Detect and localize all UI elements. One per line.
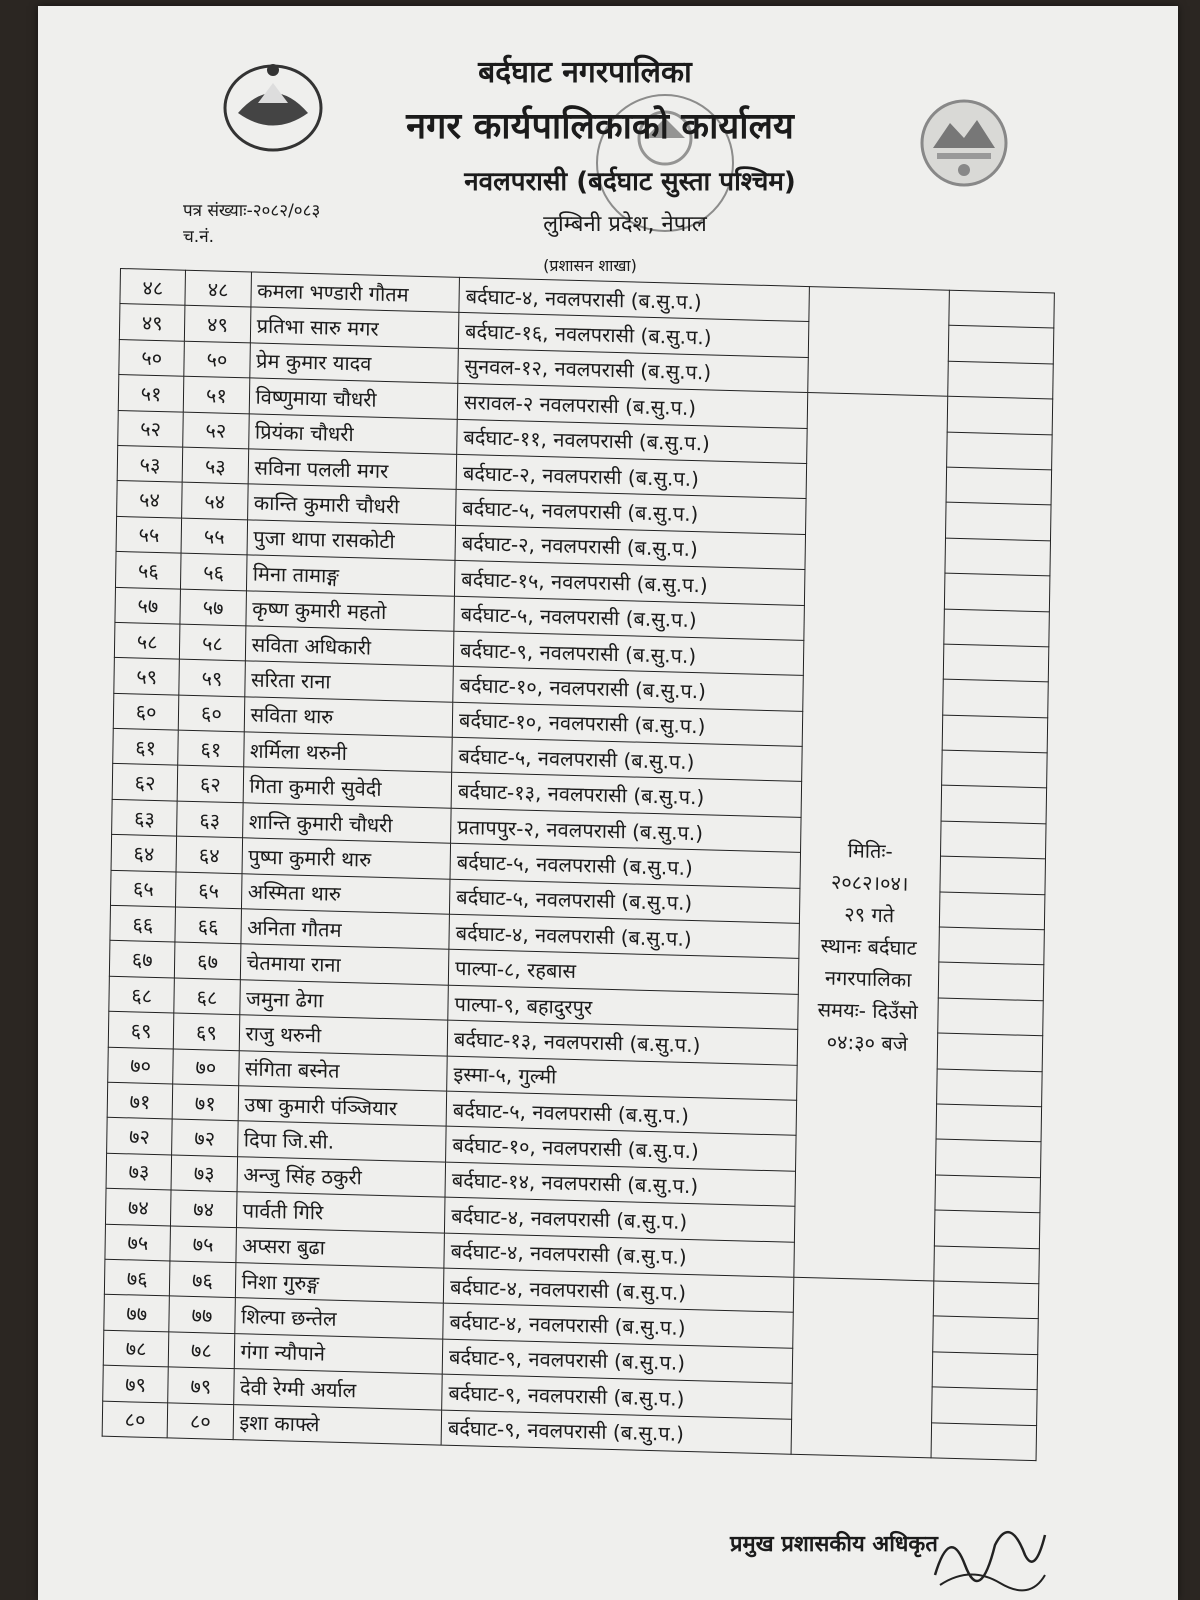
exam-info-venue-value: नगरपालिका [824, 965, 912, 992]
candidate-name-cell: अनिता गौतम [240, 909, 449, 950]
serial-number-cell: ५९ [114, 658, 180, 695]
letter-number: पत्र संख्याः-२०८२/०८३ [183, 201, 321, 221]
candidate-name-cell: कमला भण्डारी गौतम [250, 272, 459, 313]
serial-number-cell: ७३ [106, 1153, 172, 1190]
roll-number-cell: ५७ [180, 589, 246, 626]
candidate-address-cell: बर्दघाट-५, नवलपरासी (ब.सु.प.) [456, 490, 806, 535]
signature-cell [946, 467, 1052, 505]
candidate-name-cell: जमुना ढेगा [239, 980, 448, 1021]
signature-cell [942, 715, 1048, 753]
candidate-address-cell: बर्दघाट-१६, नवलपरासी (ब.सु.प.) [458, 313, 808, 358]
serial-number-cell: ७१ [107, 1082, 173, 1119]
exam-info-date-label: मितिः- [847, 838, 893, 864]
roll-number-cell: ४८ [185, 270, 251, 307]
exam-info-cell [793, 393, 947, 1281]
roll-number-cell: ६२ [177, 766, 243, 803]
serial-number-cell: ५४ [117, 481, 183, 518]
candidate-address-cell: बर्दघाट-१३, नवलपरासी (ब.सु.प.) [451, 773, 801, 818]
candidate-name-cell: अस्मिता थारु [241, 873, 450, 914]
serial-number-cell: ५७ [115, 587, 181, 624]
signature [930, 1505, 1050, 1595]
district-name: नवलपरासी (बर्दघाट सुस्ता पश्चिम) [464, 167, 796, 197]
candidate-name-cell: कान्ति कुमारी चौधरी [247, 484, 456, 525]
section-name: (प्रशासन शाखा) [543, 256, 637, 275]
serial-number-cell: ६८ [109, 976, 175, 1013]
signature-cell [944, 573, 1050, 611]
signature-cell [942, 679, 1048, 717]
roll-number-cell: ८० [167, 1402, 233, 1439]
serial-number-cell: ७४ [105, 1188, 171, 1225]
serial-number-cell: ७९ [103, 1365, 169, 1402]
remarks-cell-top [807, 287, 949, 397]
candidate-address-cell: प्रतापपुर-२, नवलपरासी (ब.सु.प.) [451, 808, 801, 853]
signature-cell [947, 396, 1053, 434]
candidate-address-cell: बर्दघाट-५, नवलपरासी (ब.सु.प.) [446, 1091, 796, 1136]
signature-cell [931, 1387, 1037, 1425]
roll-number-cell: ६० [179, 695, 245, 732]
roll-number-cell: ७१ [172, 1084, 238, 1121]
roll-number-cell: ५० [184, 341, 250, 378]
roll-number-cell: ७० [173, 1049, 239, 1086]
signature-cell [945, 538, 1051, 576]
roll-number-cell: ७७ [169, 1296, 235, 1333]
signature-cell [937, 998, 1043, 1036]
serial-number-cell: ४९ [119, 304, 185, 341]
exam-info-time-label: समयः- दिउँसो [817, 997, 918, 1025]
signature-cell [945, 502, 1051, 540]
signature-cell [932, 1316, 1038, 1354]
candidate-name-cell: कृष्ण कुमारी महतो [245, 590, 454, 631]
signature-cell [938, 962, 1044, 1000]
serial-number-cell: ६२ [112, 764, 178, 801]
candidate-address-cell: पाल्पा-८, रहबास [448, 950, 798, 995]
candidate-address-cell: बर्दघाट-४, नवलपरासी (ब.सु.प.) [444, 1197, 794, 1242]
roll-number-cell: ७९ [168, 1367, 234, 1404]
candidate-address-cell: बर्दघाट-५, नवलपरासी (ब.सु.प.) [449, 879, 799, 924]
signature-cell [933, 1281, 1039, 1319]
signature-cell [935, 1139, 1041, 1177]
roll-number-cell: ५२ [183, 412, 249, 449]
signature-cell [937, 1033, 1043, 1071]
candidate-name-cell: चेतमाया राना [240, 944, 449, 985]
candidate-address-cell: पाल्पा-९, बहादुरपुर [448, 985, 798, 1030]
candidate-address-cell: बर्दघाट-५, नवलपरासी (ब.सु.प.) [454, 596, 804, 641]
signature-cell [936, 1069, 1042, 1107]
exam-info-venue-label: स्थानः बर्दघाट [820, 933, 917, 960]
roll-number-cell: ५८ [180, 624, 246, 661]
candidate-address-cell: बर्दघाट-९, नवलपरासी (ब.सु.प.) [442, 1339, 792, 1384]
municipality-name: बर्दघाट नगरपालिका [478, 55, 692, 90]
serial-number-cell: ६९ [108, 1012, 174, 1049]
candidate-address-cell: बर्दघाट-१०, नवलपरासी (ब.सु.प.) [446, 1127, 796, 1172]
candidate-name-cell: शर्मिला थरुनी [243, 732, 452, 773]
candidate-address-cell: बर्दघाट-९, नवलपरासी (ब.सु.प.) [442, 1374, 792, 1419]
roll-number-cell: ५६ [181, 553, 247, 590]
remarks-cell-bottom [791, 1277, 934, 1458]
serial-number-cell: ७२ [107, 1118, 173, 1155]
roll-number-cell: ७३ [171, 1155, 237, 1192]
signature-cell [940, 821, 1046, 859]
serial-number-cell: ५५ [116, 516, 182, 553]
roll-number-cell: ५५ [181, 518, 247, 555]
candidate-address-cell: बर्दघाट-११, नवलपरासी (ब.सु.प.) [457, 419, 807, 464]
candidate-address-cell: बर्दघाट-५, नवलपरासी (ब.सु.प.) [450, 843, 800, 888]
candidate-name-cell: देवी रेग्मी अर्याल [233, 1369, 442, 1410]
serial-number-cell: ५८ [114, 622, 180, 659]
exam-info-time-value: ०४:३० बजे [826, 1029, 908, 1056]
candidate-name-cell: प्रेम कुमार यादव [249, 343, 458, 384]
candidate-address-cell: बर्दघाट-१५, नवलपरासी (ब.सु.प.) [454, 560, 804, 605]
signature-cell [938, 927, 1044, 965]
office-name: नगर कार्यपालिकाको कार्यालय [406, 106, 794, 147]
roll-number-cell: ६८ [174, 978, 240, 1015]
candidate-name-cell: पुजा थापा रासकोटी [247, 520, 456, 561]
roll-number-cell: ६७ [175, 942, 241, 979]
candidate-address-cell: बर्दघाट-४, नवलपरासी (ब.सु.प.) [459, 277, 809, 322]
roll-number-cell: ६६ [175, 907, 241, 944]
candidate-table [102, 268, 1055, 1461]
candidate-address-cell: बर्दघाट-२, नवलपरासी (ब.सु.प.) [455, 525, 805, 570]
province-name: लुम्बिनी प्रदेश, नेपाल [543, 212, 707, 237]
signature-cell [931, 1422, 1037, 1460]
signature-cell [939, 892, 1045, 930]
signature-cell [948, 326, 1054, 364]
serial-number-cell: ५२ [118, 410, 184, 447]
roll-number-cell: ७५ [170, 1225, 236, 1262]
roll-number-cell: ७४ [171, 1190, 237, 1227]
signature-cell [934, 1210, 1040, 1248]
serial-number-cell: ६७ [109, 941, 175, 978]
roll-number-cell: ७२ [172, 1119, 238, 1156]
serial-number-cell: ६३ [112, 799, 178, 836]
signature-cell [932, 1352, 1038, 1390]
serial-number-cell: ५६ [115, 552, 181, 589]
serial-number-cell: ६५ [110, 870, 176, 907]
signature-cell [935, 1175, 1041, 1213]
signature-cell [943, 644, 1049, 682]
candidate-name-cell: इशा काफ्ले [233, 1404, 442, 1445]
candidate-address-cell: बर्दघाट-४, नवलपरासी (ब.सु.प.) [449, 914, 799, 959]
candidate-name-cell: उषा कुमारी पंञ्जियार [238, 1086, 447, 1127]
exam-info-date-value: २०८२।०४। [830, 869, 909, 896]
candidate-name-cell: सविना पलली मगर [248, 449, 457, 490]
signature-cell [933, 1245, 1039, 1283]
roll-number-cell: ६४ [176, 836, 242, 873]
candidate-name-cell: अप्सरा बुढा [235, 1227, 444, 1268]
candidate-address-cell: बर्दघाट-४, नवलपरासी (ब.सु.प.) [443, 1268, 793, 1313]
candidate-name-cell: विष्णुमाया चौधरी [249, 378, 458, 419]
signature-cell [947, 361, 1053, 399]
signature-cell [949, 290, 1055, 328]
exam-info-date-day: २९ गते [844, 902, 895, 928]
serial-number-cell: ५० [119, 339, 185, 376]
candidate-address-cell: बर्दघाट-१०, नवलपरासी (ब.सु.प.) [452, 702, 802, 747]
serial-number-cell: ५१ [118, 375, 184, 412]
candidate-address-cell: बर्दघाट-९, नवलपरासी (ब.सु.प.) [453, 631, 803, 676]
candidate-name-cell: संगिता बस्नेत [238, 1050, 447, 1091]
candidate-name-cell: प्रियंका चौधरी [248, 413, 457, 454]
roll-number-cell: ५१ [184, 376, 250, 413]
roll-number-cell: ५९ [179, 659, 245, 696]
serial-number-cell: ८० [102, 1401, 168, 1438]
roll-number-cell: ६९ [174, 1013, 240, 1050]
signature-cell [940, 856, 1046, 894]
candidate-name-cell: शिल्पा छन्तेल [234, 1298, 443, 1339]
serial-number-cell: ६१ [113, 728, 179, 765]
candidate-address-cell: बर्दघाट-१४, नवलपरासी (ब.सु.प.) [445, 1162, 795, 1207]
signature-cell [941, 786, 1047, 824]
serial-number-cell: ७७ [104, 1295, 170, 1332]
serial-number-cell: ६४ [111, 835, 177, 872]
serial-number-cell: ७८ [103, 1330, 169, 1367]
signature-cell [946, 432, 1052, 470]
candidate-name-cell: पुष्पा कुमारी थारु [242, 838, 451, 879]
signature-cell [944, 609, 1050, 647]
candidate-address-cell: बर्दघाट-१०, नवलपरासी (ब.सु.प.) [453, 667, 803, 712]
candidate-address-cell: बर्दघाट-९, नवलपरासी (ब.सु.प.) [441, 1410, 791, 1455]
candidate-name-cell: राजु थरुनी [239, 1015, 448, 1056]
candidate-name-cell: दिपा जि.सी. [237, 1121, 446, 1162]
candidate-name-cell: पार्वती गिरि [236, 1192, 445, 1233]
candidate-address-cell: सुनवल-१२, नवलपरासी (ब.सु.प.) [458, 348, 808, 393]
serial-number-cell: ४८ [120, 269, 186, 306]
roll-number-cell: ५४ [182, 483, 248, 520]
chief-officer-title: प्रमुख प्रशासकीय अधिकृत [730, 1532, 938, 1557]
candidate-name-cell: गंगा न्यौपाने [234, 1333, 443, 1374]
candidate-address-cell: बर्दघाट-१३, नवलपरासी (ब.सु.प.) [447, 1020, 797, 1065]
candidate-name-cell: शान्ति कुमारी चौधरी [242, 803, 451, 844]
roll-number-cell: ७६ [170, 1261, 236, 1298]
candidate-name-cell: मिना तामाङ्ग [246, 555, 455, 596]
candidate-address-cell: बर्दघाट-४, नवलपरासी (ब.सु.प.) [444, 1233, 794, 1278]
candidate-address-cell: बर्दघाट-४, नवलपरासी (ब.सु.प.) [443, 1303, 793, 1348]
roll-number-cell: ७८ [169, 1332, 235, 1369]
serial-number-cell: ७६ [104, 1259, 170, 1296]
candidate-address-cell: सरावल-२ नवलपरासी (ब.सु.प.) [457, 384, 807, 429]
signature-cell [936, 1104, 1042, 1142]
roll-number-cell: ४९ [185, 306, 251, 343]
serial-number-cell: ६० [113, 693, 179, 730]
candidate-address-cell: इस्मा-५, गुल्मी [447, 1056, 797, 1101]
signature-cell [941, 750, 1047, 788]
candidate-name-cell: सरिता राना [244, 661, 453, 702]
serial-number-cell: ५३ [117, 445, 183, 482]
candidate-address-cell: बर्दघाट-२, नवलपरासी (ब.सु.प.) [456, 454, 806, 499]
dispatch-number: च.नं. [183, 227, 215, 247]
roll-number-cell: ५३ [182, 447, 248, 484]
serial-number-cell: ७५ [105, 1224, 171, 1261]
candidate-name-cell: सविता अधिकारी [245, 626, 454, 667]
serial-number-cell: ६६ [110, 905, 176, 942]
roll-number-cell: ६५ [176, 872, 242, 909]
roll-number-cell: ६१ [178, 730, 244, 767]
candidate-name-cell: निशा गुरुङ्ग [235, 1263, 444, 1304]
candidate-name-cell: प्रतिभा सारु मगर [250, 307, 459, 348]
candidate-name-cell: सविता थारु [244, 696, 453, 737]
candidate-address-cell: बर्दघाट-५, नवलपरासी (ब.सु.प.) [452, 737, 802, 782]
candidate-name-cell: गिता कुमारी सुवेदी [243, 767, 452, 808]
candidate-name-cell: अन्जु सिंह ठकुरी [237, 1156, 446, 1197]
serial-number-cell: ७० [108, 1047, 174, 1084]
roll-number-cell: ६३ [177, 801, 243, 838]
